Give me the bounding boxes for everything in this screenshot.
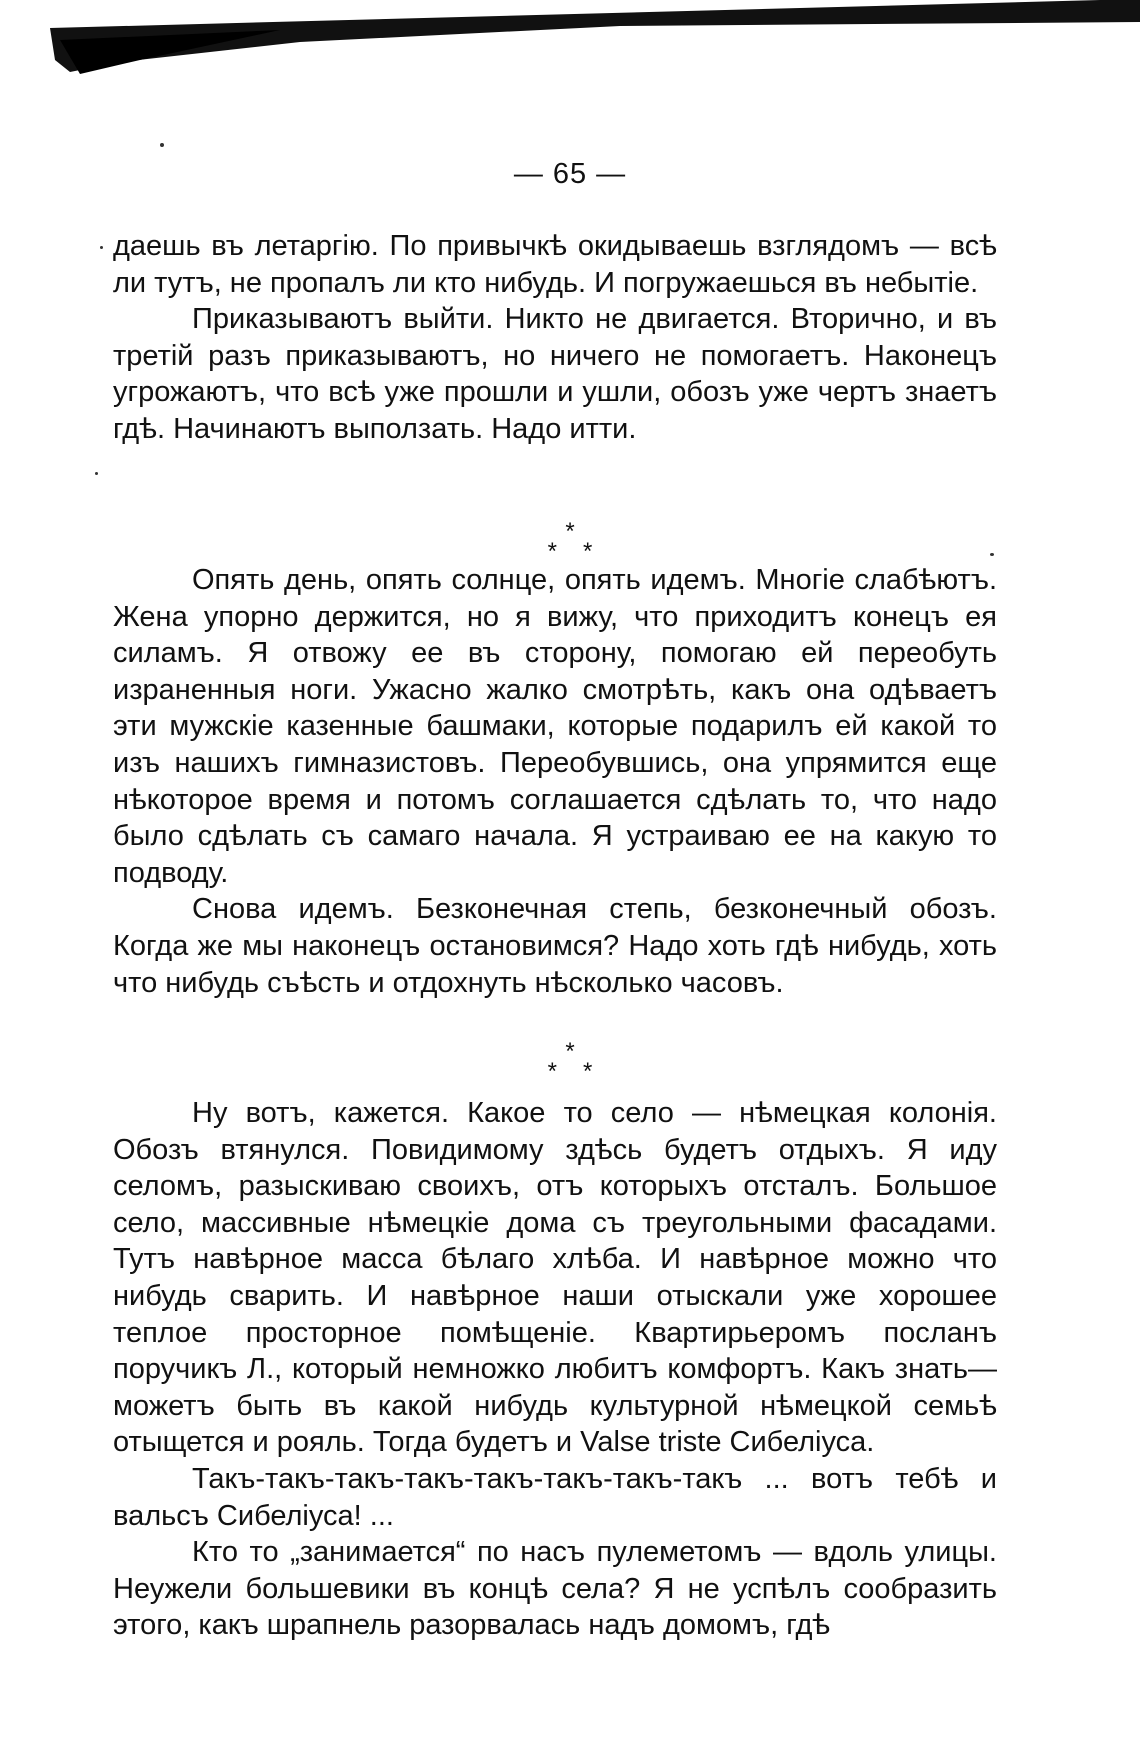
scan-edge-decoration: [0, 0, 1140, 90]
paragraph: даешь въ летаргію. По привычкѣ окидываешь взглядомъ — всѣ ли тутъ, не пропалъ ли кто нибудь. И погружаешься въ небытіе.: [113, 230, 997, 299]
paragraph: Ну вотъ, кажется. Какое то село — нѣмецкая колонія. Обозъ втянулся. Повидимому здѣсь будетъ отдыхъ. Я иду селомъ, разыскиваю своихъ, отъ которыхъ отсталъ. Большое село, массивные нѣмецкіе дома съ треугольными фасадами. Тутъ навѣрное масса бѣлаго хлѣба. И навѣрное можно что нибудь сварить. И навѣрное наши отыскали уже хорошее теплое просторное помѣщеніе. Квартирьеромъ посланъ поручикъ Л., который немножко любитъ комфортъ. Какъ знать— можетъ быть въ какой нибудь культурной нѣмецкой семьѣ отыщется и рояль. Тогда будетъ и Valse triste Сибеліуса.: [113, 1097, 997, 1459]
text-section-2: [113, 562, 997, 1001]
asterism-separator: [0, 1038, 1140, 1085]
asterism-bottom: **: [547, 1058, 619, 1085]
paragraph: Кто то „занимается“ по насъ пулеметомъ — вдоль улицы. Неужели большевики въ концѣ села? Я не успѣлъ сообразить этого, какъ шрапнель разорвалась надъ домомъ, гдѣ: [113, 1536, 997, 1642]
asterism-separator: [0, 518, 1140, 565]
text-section-1: [113, 228, 997, 448]
paragraph: Снова идемъ. Безконечная степь, безконечный обозъ. Когда же мы наконецъ остановимся? Надо хоть гдѣ нибудь, хоть что нибудь съѣсть и отдохнуть нѣсколько часовъ.: [113, 893, 997, 999]
page-number: — 65 —: [513, 158, 627, 190]
paragraph: Опять день, опять солнце, опять идемъ. Многіе слабѣютъ. Жена упорно держится, но я вижу, что приходитъ конецъ ея силамъ. Я отвожу ее въ сторону, помогаю ей переобуть израненныя ноги. Ужасно жалко смотрѣть, какъ она одѣваетъ эти мужскіе казенные башмаки, которые подарилъ ей какой то изъ нашихъ гимназистовъ. Переобувшись, она упрямится еще нѣкоторое время и потомъ соглашается сдѣлать то, что надо было сдѣлать съ самаго начала. Я устраиваю ее на какую то подводу.: [113, 564, 997, 889]
paragraph: Приказываютъ выйти. Никто не двигается. Вторично, и въ третій разъ приказываютъ, но ничего не помогаетъ. Наконецъ угрожаютъ, что всѣ уже прошли и ушли, обозъ уже чертъ знаетъ гдѣ. Начинаютъ выползать. Надо итти.: [113, 303, 997, 445]
asterism-top: *: [565, 1038, 575, 1065]
paragraph: Такъ-такъ-такъ-такъ-такъ-такъ-такъ-такъ ... вотъ тебѣ и вальсъ Сибеліуса! ...: [113, 1462, 997, 1532]
asterism-top: *: [565, 518, 575, 545]
asterism-bottom: **: [547, 538, 619, 565]
text-section-3: [113, 1095, 997, 1644]
